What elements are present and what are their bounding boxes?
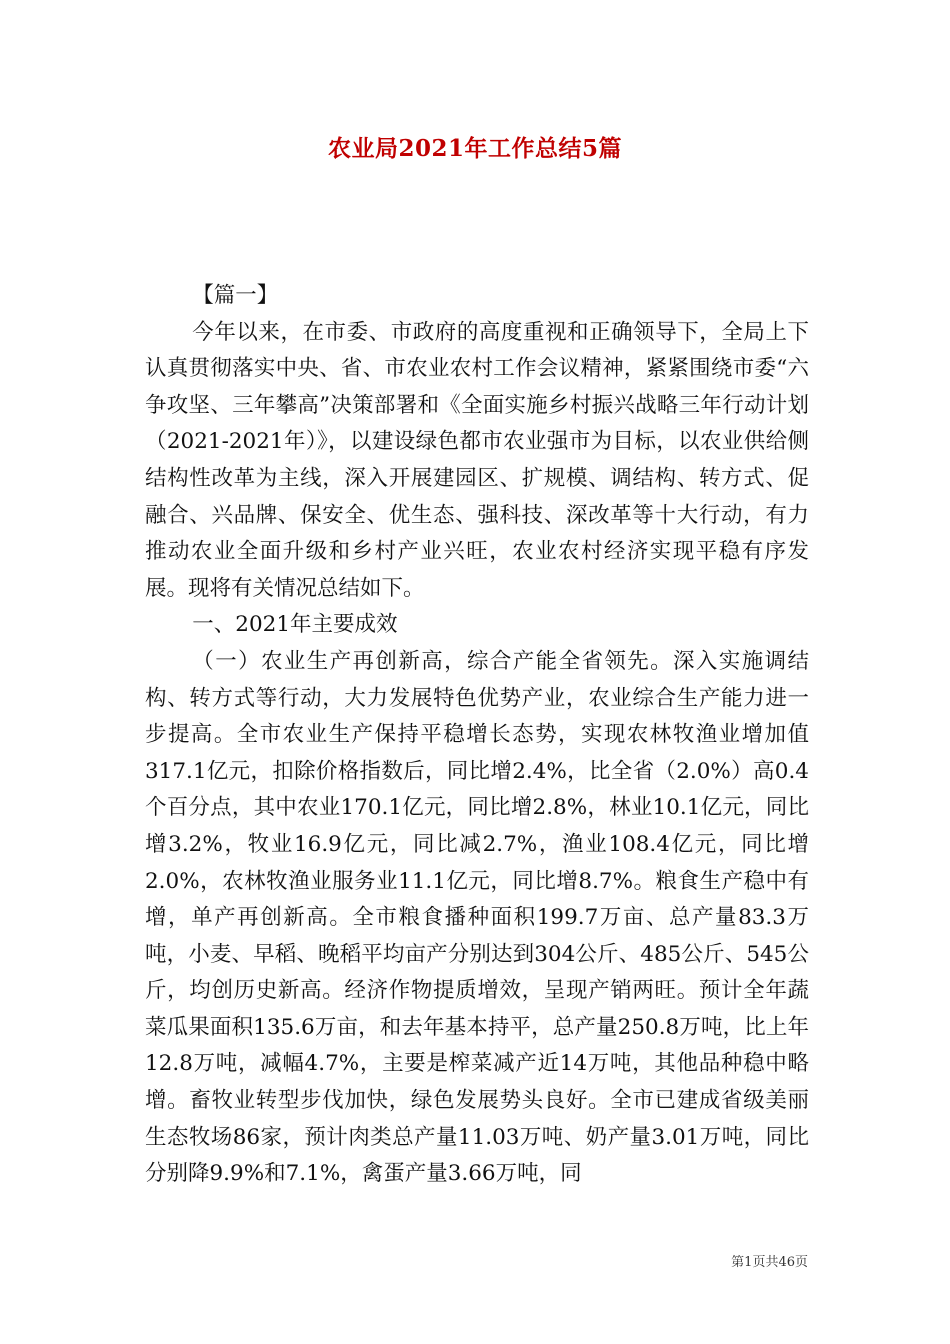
document-body	[145, 278, 809, 1193]
section-heading: 【篇一】	[192, 283, 279, 308]
paragraph-intro: 今年以来，在市委、市政府的高度重视和正确领导下，全局上下认真贯彻落实中央、省、市农业农村工作会议精神，紧紧围绕市委“六争攻坚、三年攀高”决策部署和《全面实施乡村振兴战略三年行动计划（2021-2021年）》，以建设绿色都市农业强市为目标，以农业供给侧结构性改革为主线，深入开展建园区、扩规模、调结构、转方式、促融合、兴品牌、保安全、优生态、强科技、深改革等十大行动，有力推动农业全面升级和乡村产业兴旺，农业农村经济实现平稳有序发展。现将有关情况总结如下。	[145, 319, 809, 601]
page-number: 第1页共46页	[731, 1255, 808, 1270]
paragraph-heading-main-results: 一、2021年主要成效	[192, 612, 398, 638]
paragraph-agriculture-production: （一）农业生产再创新高，综合产能全省领先。深入实施调结构、转方式等行动，大力发展特色优势产业，农业综合生产能力进一步提高。全市农业生产保持平稳增长态势，实现农林牧渔业增加值317.1亿元，扣除价格指数后，同比增2.4%，比全省（2.0%）高0.4个百分点，其中农业170.1亿元，同比增2.8%，林业10.1亿元，同比增3.2%，牧业16.9亿元，同比减2.7%，渔业108.4亿元，同比增2.0%，农林牧渔业服务业11.1亿元，同比增8.7%。粮食生产稳中有增，单产再创新高。全市粮食播种面积199.7万亩、总产量83.3万吨，小麦、早稻、晚稻平均亩产分别达到304公斤、485公斤、545公斤，均创历史新高。经济作物提质增效，呈现产销两旺。预计全年蔬菜瓜果面积135.6万亩，和去年基本持平，总产量250.8万吨，比上年12.8万吨，减幅4.7%，主要是榨菜减产近14万吨，其他品种稳中略增。畜牧业转型步伐加快，绿色发展势头良好。全市已建成省级美丽生态牧场86家，预计肉类总产量11.03万吨、奶产量3.01万吨，同比分别降9.9%和7.1%，禽蛋产量3.66万吨，同	[145, 648, 809, 1187]
document-title: 农业局2021年工作总结5篇	[327, 135, 623, 162]
